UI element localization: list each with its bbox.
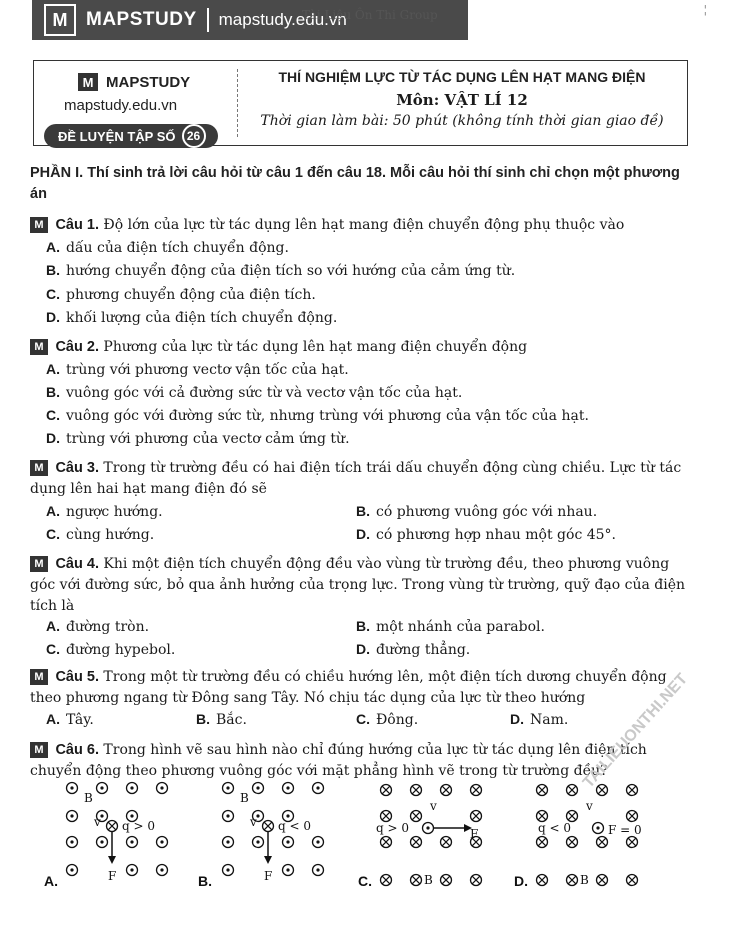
option-text: khối lượng của điện tích chuyển động. bbox=[66, 310, 338, 326]
diagram-a-v-label: v bbox=[94, 815, 101, 829]
option bbox=[46, 525, 154, 545]
option-text: có phương vuông góc với nhau. bbox=[376, 504, 598, 520]
corner-mark: ¦ bbox=[704, 2, 707, 16]
option-letter: D. bbox=[46, 309, 60, 325]
option-letter: B. bbox=[46, 384, 60, 400]
option-letter: C. bbox=[46, 641, 60, 657]
diagram-d-label: D. bbox=[514, 873, 528, 889]
option-text: dấu của điện tích chuyển động. bbox=[66, 240, 289, 256]
option bbox=[46, 308, 337, 328]
mapstudy-logo-icon: M bbox=[44, 4, 76, 36]
option-text: vuông góc với cả đường sức từ và vectơ vận tốc của hạt. bbox=[66, 385, 463, 401]
option-text: đường thẳng. bbox=[376, 642, 471, 658]
option-text: Nam. bbox=[530, 712, 569, 728]
option bbox=[46, 429, 350, 449]
diagram-c-v-label: v bbox=[430, 799, 437, 813]
question-2 bbox=[30, 337, 692, 358]
question-text: Khi một điện tích chuyển động đều vào vùng từ trường đều, theo phương vuông góc với đường sức, bỏ qua ảnh hưởng của trọng lực. Trong vùng từ trường, quỹ đạo của điện tích là bbox=[30, 556, 686, 614]
diagram-b-v-label: v bbox=[250, 815, 257, 829]
banner-brand: MAPSTUDY bbox=[86, 9, 197, 30]
banner-separator bbox=[207, 8, 209, 32]
header-site: mapstudy.edu.vn bbox=[64, 97, 178, 114]
diagram-a-b-label: B bbox=[84, 791, 93, 805]
question-text: Trong một từ trường đều có chiều hướng lên, một điện tích dương chuyển động theo phương ngang từ Đông sang Tây. Nó chịu tác dụng của lực từ theo hướng bbox=[30, 669, 667, 706]
mapstudy-tag-icon: M bbox=[30, 339, 48, 355]
diagram-c-b-label: B bbox=[424, 873, 433, 887]
question-6-diagrams bbox=[30, 776, 710, 891]
exam-subject: Môn: VẬT LÍ 12 bbox=[396, 91, 528, 109]
exam-badge bbox=[44, 124, 218, 148]
option-text: Đông. bbox=[376, 712, 419, 728]
option bbox=[356, 640, 470, 660]
question-label: Câu 4. bbox=[55, 556, 99, 572]
exam-label: ĐỀ LUYỆN TẬP SỐ bbox=[58, 128, 176, 144]
option-text: Tây. bbox=[66, 712, 94, 728]
diagram-a bbox=[44, 783, 168, 890]
option bbox=[46, 261, 515, 281]
option-letter: A. bbox=[46, 239, 60, 255]
option-letter: C. bbox=[46, 286, 60, 302]
question-4 bbox=[30, 554, 692, 617]
mapstudy-mark-icon: M bbox=[78, 73, 98, 91]
option bbox=[46, 238, 289, 258]
header-brand: MAPSTUDY bbox=[106, 73, 191, 91]
diagram-d bbox=[514, 785, 642, 890]
diagram-b-q-label: q < 0 bbox=[278, 819, 311, 833]
option bbox=[46, 285, 316, 305]
option-text: một nhánh của parabol. bbox=[376, 619, 545, 635]
option-letter: D. bbox=[356, 526, 370, 542]
question-text: Độ lớn của lực từ tác dụng lên hạt mang điện chuyển động phụ thuộc vào bbox=[103, 217, 625, 233]
diagram-c-label: C. bbox=[358, 873, 372, 889]
diagram-d-q-label: q < 0 bbox=[538, 821, 571, 835]
option-letter: B. bbox=[46, 262, 60, 278]
question-label: Câu 5. bbox=[55, 669, 99, 685]
diagram-c-q-label: q > 0 bbox=[376, 821, 409, 835]
mapstudy-tag-icon: M bbox=[30, 460, 48, 476]
mapstudy-tag-icon: M bbox=[30, 556, 48, 572]
mapstudy-tag-icon: M bbox=[30, 217, 48, 233]
exam-number: 26 bbox=[182, 124, 206, 148]
question-1 bbox=[30, 215, 692, 236]
option-letter: C. bbox=[46, 526, 60, 542]
question-5 bbox=[30, 667, 692, 709]
option-text: đường tròn. bbox=[66, 619, 150, 635]
banner-site: mapstudy.edu.vn bbox=[218, 10, 347, 29]
diagram-b-label: B. bbox=[198, 873, 212, 889]
question-label: Câu 3. bbox=[55, 460, 99, 476]
mapstudy-tag-icon: M bbox=[30, 742, 48, 758]
option-letter: B. bbox=[196, 711, 210, 727]
option-text: cùng hướng. bbox=[66, 527, 155, 543]
diagram-a-q-label: q > 0 bbox=[122, 819, 155, 833]
question-text: Trong hình vẽ sau hình nào chỉ đúng hướng của lực từ tác dụng lên điện tích chuyển động theo phương vuông góc với mặt phẳng hình vẽ trong từ trường đều? bbox=[30, 742, 647, 779]
option bbox=[356, 710, 418, 730]
section-heading: PHẦN I. Thí sinh trả lời câu hỏi từ câu 1 đến câu 18. Mỗi câu hỏi thí sinh chỉ chọn một phương án bbox=[30, 165, 680, 202]
option bbox=[510, 710, 568, 730]
watermark-top: Tài Liệu Ôn Thi Group bbox=[302, 8, 438, 22]
option-letter: C. bbox=[356, 711, 370, 727]
option bbox=[356, 617, 545, 637]
option-text: Bắc. bbox=[216, 712, 247, 728]
option-letter: A. bbox=[46, 711, 60, 727]
question-label: Câu 1. bbox=[55, 217, 99, 233]
question-3 bbox=[30, 458, 692, 500]
watermark-side: TAILIEUONTHI.NET bbox=[580, 670, 692, 792]
option-text: đường hypebol. bbox=[66, 642, 176, 658]
option bbox=[46, 640, 175, 660]
option-text: trùng với phương vectơ vận tốc của hạt. bbox=[66, 362, 349, 378]
diagram-b-b-label: B bbox=[240, 791, 249, 805]
question-text: Phương của lực từ tác dụng lên hạt mang điện chuyển động bbox=[103, 339, 528, 355]
option-letter: A. bbox=[46, 618, 60, 634]
header-logo bbox=[78, 73, 190, 91]
option-letter: D. bbox=[46, 430, 60, 446]
question-label: Câu 2. bbox=[55, 339, 99, 355]
option bbox=[46, 360, 349, 380]
exam-time: Thời gian làm bài: 50 phút (không tính thời gian giao đề) bbox=[260, 113, 664, 129]
option-text: ngược hướng. bbox=[66, 504, 163, 520]
option-letter: D. bbox=[356, 641, 370, 657]
diagram-d-v-label: v bbox=[586, 799, 593, 813]
option-text: vuông góc với đường sức từ, nhưng trùng với phương của vận tốc của hạt. bbox=[66, 408, 589, 424]
option-text: có phương hợp nhau một góc 45°. bbox=[376, 527, 617, 543]
option bbox=[46, 383, 462, 403]
option bbox=[46, 617, 149, 637]
diagram-d-b-label: B bbox=[580, 873, 589, 887]
option bbox=[356, 525, 616, 545]
mapstudy-tag-icon: M bbox=[30, 669, 48, 685]
diagram-c-f-label: F bbox=[470, 827, 479, 841]
diagram-b-f-label: F bbox=[264, 869, 273, 883]
diagram-a-label: A. bbox=[44, 873, 58, 889]
diagram-d-f-label: F = 0 bbox=[608, 823, 642, 837]
option bbox=[46, 406, 589, 426]
diagram-b bbox=[198, 783, 324, 890]
question-text: Trong từ trường đều có hai điện tích trái dấu chuyển động cùng chiều. Lực từ tác dụng lên hai hạt mang điện đó sẽ bbox=[30, 460, 682, 497]
option-text: hướng chuyển động của điện tích so với hướng của cảm ứng từ. bbox=[66, 263, 516, 279]
option-text: phương chuyển động của điện tích. bbox=[66, 287, 316, 303]
diagram-c bbox=[358, 785, 482, 890]
option bbox=[46, 710, 94, 730]
option bbox=[46, 502, 163, 522]
option-letter: B. bbox=[356, 503, 370, 519]
diagram-a-f-label: F bbox=[108, 869, 117, 883]
option-letter: D. bbox=[510, 711, 524, 727]
option-letter: B. bbox=[356, 618, 370, 634]
question-label: Câu 6. bbox=[55, 742, 99, 758]
option-text: trùng với phương của vectơ cảm ứng từ. bbox=[66, 431, 350, 447]
exam-title: THÍ NGHIỆM LỰC TỪ TÁC DỤNG LÊN HẠT MANG ĐIỆN bbox=[278, 69, 646, 85]
option-letter: C. bbox=[46, 407, 60, 423]
option-letter: A. bbox=[46, 503, 60, 519]
option-letter: A. bbox=[46, 361, 60, 377]
option bbox=[356, 502, 597, 522]
option bbox=[196, 710, 247, 730]
